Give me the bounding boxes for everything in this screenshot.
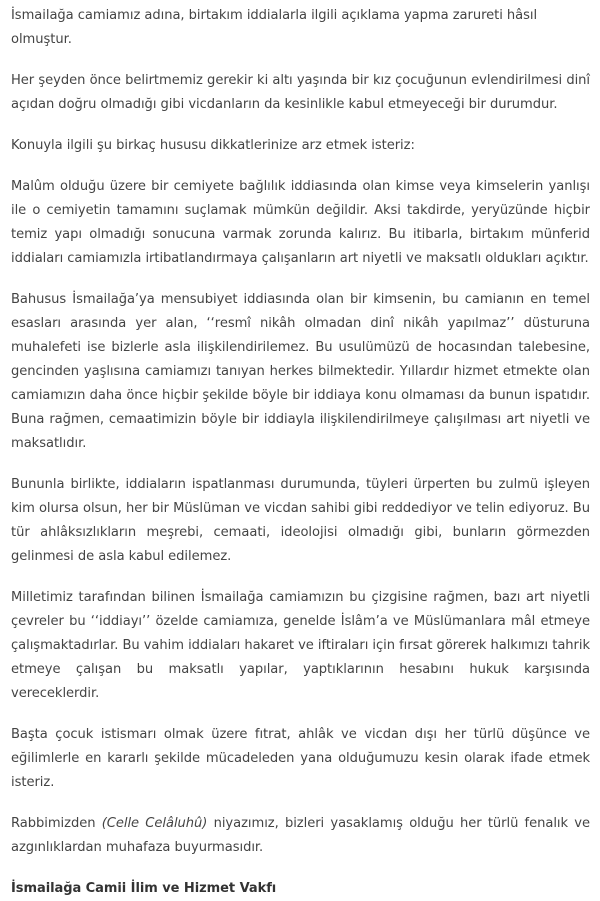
signature: İsmailağa Camii İlim ve Hizmet Vakfı [11,881,277,896]
prayer-text-end: niyazımız, bizleri yasaklamış olduğu her türlü fenalık ve azgınlıklardan muhafaza buyurmasıdır. [11,816,590,855]
paragraph-position: Her şeyden önce belirtmemiz gerekir ki altı yaşında bir kız çocuğunun evlendirilmesi dinî açıdan doğru olmadığı gibi vicdanların da kesinlikle kabul etmeyeceği bir durumdur. [11,73,590,112]
paragraph-prayer [11,812,590,860]
paragraph-struggle: Başta çocuk istismarı olmak üzere fıtrat, ahlâk ve vicdan dışı her türlü düşünce ve eğilimlerle en kararlı şekilde mücadeleden yana olduğumuzu kesin olarak ifade etmek isteriz. [11,727,590,790]
paragraph-condemnation: Bununla birlikte, iddiaların ispatlanması durumunda, tüyleri ürperten bu zulmü işleyen kim olursa olsun, her bir Müslüman ve vicdan sahibi gibi reddediyor ve telin ediyoruz. Bu tür ahlâksızlıkların meşrebi, cemaati, ideolojisi olmadığı gibi, bunların görmezden gelinmesi de asla kabul edilemez. [11,477,590,564]
prayer-text-italic: (Celle Celâluhû) [101,816,208,831]
paragraph-points-intro: Konuyla ilgili şu birkaç hususu dikkatlerinize arz etmek isteriz: [11,138,415,153]
prayer-text-start: Rabbimizden [11,816,102,831]
paragraph-intro: İsmailağa camiamız adına, birtakım iddialarla ilgili açıklama yapma zarureti hâsıl olmuştur. [11,8,538,47]
paragraph-collective-blame: Malûm olduğu üzere bir cemiyete bağlılık iddiasında olan kimse veya kimselerin yanlışı ile o cemiyetin tamamını suçlamak mümkün değildir. Aksi takdirde, yeryüzünde hiçbir temiz yapı olmadığı sonucuna varmak zorunda kalırız. Bu itibarla, birtakım münferid iddiaları camiamızla irtibatlandırmaya çalışanların art niyetli ve maksatlı oldukları açıktır. [11,179,590,266]
paragraph-ill-intent: Milletimiz tarafından bilinen İsmailağa camiamızın bu çizgisine rağmen, bazı art niyetli çevreler bu ‘‘iddiayı’’ özelde camiamıza, genelde İslâm’a ve Müslümanlara mâl etmeye çalışmaktadırlar. Bu vahim iddiaları hakaret ve iftiraları için fırsat görerek halkımızı tahrik etmeye çalışan bu maksatlı yapılar, yaptıklarının hesabını hukuk karşısında vereceklerdir. [11,590,590,701]
paragraph-nikah-principle: Bahusus İsmailağa’ya mensubiyet iddiasında olan bir kimsenin, bu camianın en temel esasları arasında yer alan, ‘‘resmî nikâh olmadan dinî nikâh yapılmaz’’ düsturuna muhalefeti ise bizlerle asla ilişkilendirilemez. Bu usulümüzü de hocasından talebesine, gencinden yaşlısına camiamızı tanıyan herkes bilmektedir. Yıllardır hizmet etmekte olan camiamızın daha önce hiçbir şekilde böyle bir iddiaya konu olmaması da bunun ispatıdır. Buna rağmen, cemaatimizin böyle bir iddiayla ilişkilendirilmeye çalışılması art niyetli ve maksatlıdır. [11,292,590,451]
